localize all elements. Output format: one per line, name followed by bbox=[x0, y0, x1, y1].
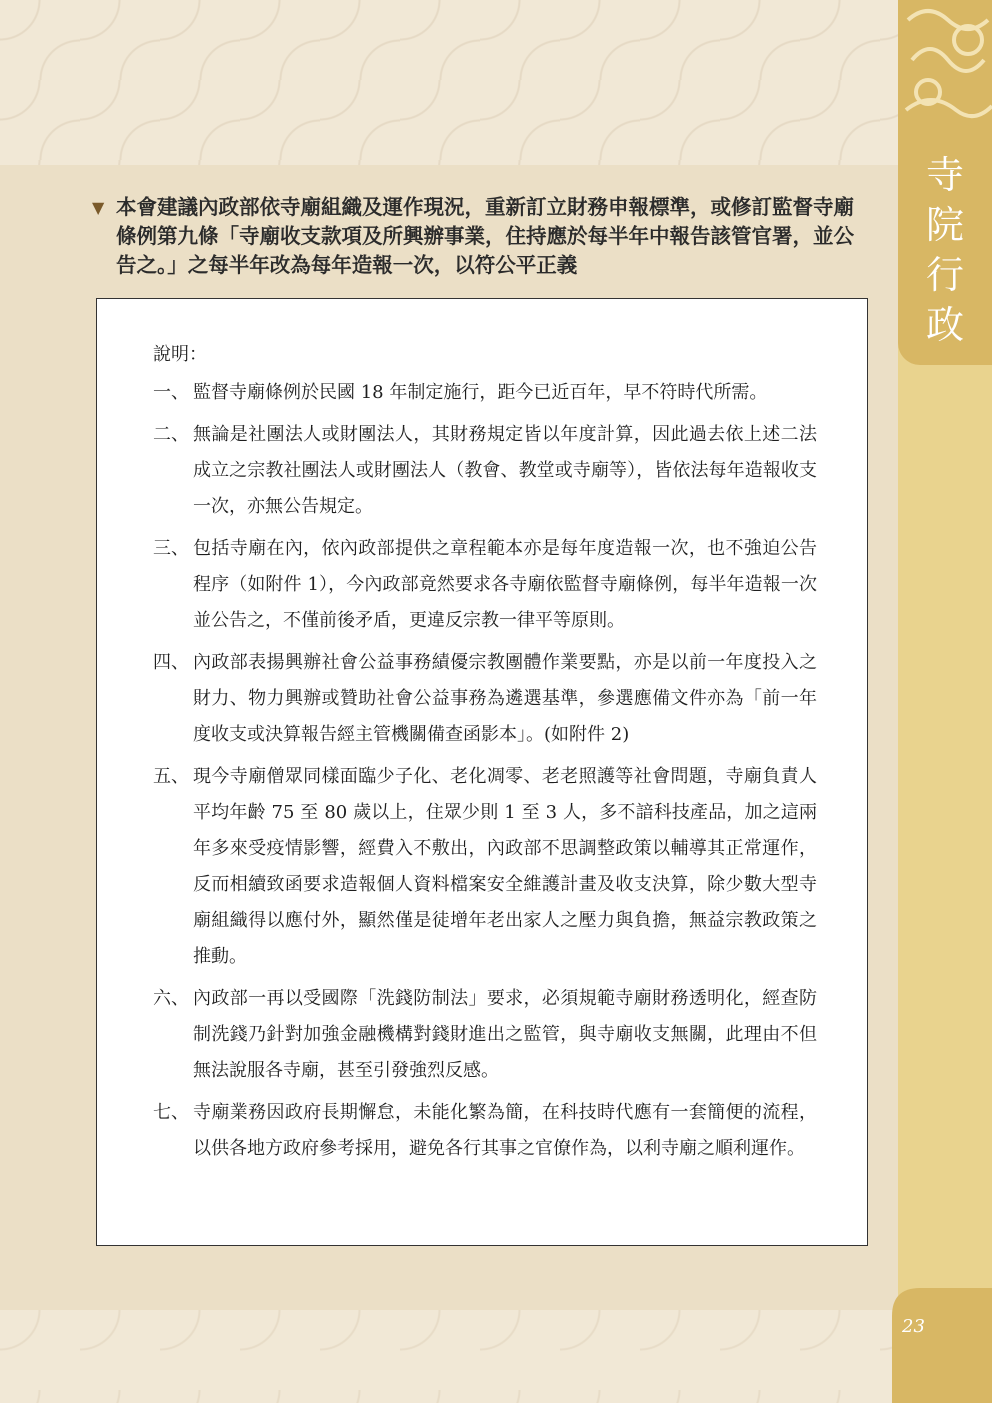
item-text: 內政部表揚興辦社會公益事務績優宗教團體作業要點，亦是以前一年度投入之財力、物力興辦或贊助社會公益事務為遴選基準，參選應備文件亦為「前一年度收支或決算報告經主管機關備查函影本」。(如附件 2) bbox=[193, 652, 817, 745]
chapter-title bbox=[898, 150, 992, 350]
bottom-decorative-band bbox=[0, 1310, 898, 1403]
list-item bbox=[153, 981, 817, 1089]
item-number: 四、 bbox=[153, 652, 189, 673]
explanation-label: 說明： bbox=[153, 344, 207, 365]
chapter-title-char: 行 bbox=[925, 253, 964, 297]
explanation-list bbox=[153, 375, 817, 1173]
list-item bbox=[153, 759, 817, 975]
item-number: 五、 bbox=[153, 766, 189, 787]
chapter-title-char: 政 bbox=[925, 303, 964, 347]
list-item bbox=[153, 1095, 817, 1167]
chapter-title-char: 寺 bbox=[925, 153, 964, 197]
item-number: 二、 bbox=[153, 424, 189, 445]
item-text: 內政部一再以受國際「洗錢防制法」要求，必須規範寺廟財務透明化，經查防制洗錢乃針對加強金融機構對錢財進出之監管，與寺廟收支無關，此理由不但無法說服各寺廟，甚至引發強烈反感。 bbox=[193, 988, 817, 1081]
item-number: 三、 bbox=[153, 538, 189, 559]
list-item bbox=[153, 417, 817, 525]
explanation-box bbox=[96, 298, 868, 1246]
chapter-tab bbox=[898, 0, 992, 365]
item-text: 監督寺廟條例於民國 18 年制定施行，距今已近百年，早不符時代所需。 bbox=[193, 382, 768, 403]
item-number: 七、 bbox=[153, 1102, 189, 1123]
item-number: 一、 bbox=[153, 382, 189, 403]
item-text: 現今寺廟僧眾同樣面臨少子化、老化凋零、老老照護等社會問題，寺廟負責人平均年齡 75 至 80 歲以上，住眾少則 1 至 3 人，多不諳科技產品，加之這兩年多來受疫情影響，經費入不敷出，內政部不思調整政策以輔導其正常運作，反而相續致函要求造報個人資料檔案安全維護計畫及收支決算，除少數大型寺廟組織得以應付外，顯然僅是徒增年老出家人之壓力與負擔，無益宗教政策之推動。 bbox=[193, 766, 817, 967]
item-text: 無論是社團法人或財團法人，其財務規定皆以年度計算，因此過去依上述二法成立之宗教社團法人或財團法人（教會、教堂或寺廟等），皆依法每年造報收支一次，亦無公告規定。 bbox=[193, 424, 817, 517]
ornament-icon bbox=[898, 0, 992, 130]
triangle-bullet-icon: ▼ bbox=[92, 198, 105, 217]
item-text: 寺廟業務因政府長期懈怠，未能化繁為簡，在科技時代應有一套簡便的流程，以供各地方政府參考採用，避免各行其事之官僚作為，以利寺廟之順利運作。 bbox=[193, 1102, 817, 1159]
chapter-title-char: 院 bbox=[925, 203, 964, 247]
item-text: 包括寺廟在內，依內政部提供之章程範本亦是每年度造報一次，也不強迫公告程序（如附件 1），今內政部竟然要求各寺廟依監督寺廟條例，每半年造報一次並公告之，不僅前後矛盾，更違反宗教一律平等原則。 bbox=[193, 538, 817, 631]
list-item bbox=[153, 645, 817, 753]
heading-text: 本會建議內政部依寺廟組織及運作現況，重新訂立財務申報標準，或修訂監督寺廟條例第九條「寺廟收支款項及所興辦事業，住持應於每半年中報告該管官署，並公告之。」之每半年改為每年造報一次，以符公平正義 bbox=[116, 195, 854, 277]
list-item bbox=[153, 531, 817, 639]
page-corner-icon bbox=[892, 1288, 992, 1403]
item-number: 六、 bbox=[153, 988, 189, 1009]
section-heading bbox=[92, 193, 862, 280]
list-item bbox=[153, 375, 817, 411]
top-decorative-band bbox=[0, 0, 898, 165]
page-number: 23 bbox=[902, 1316, 925, 1337]
